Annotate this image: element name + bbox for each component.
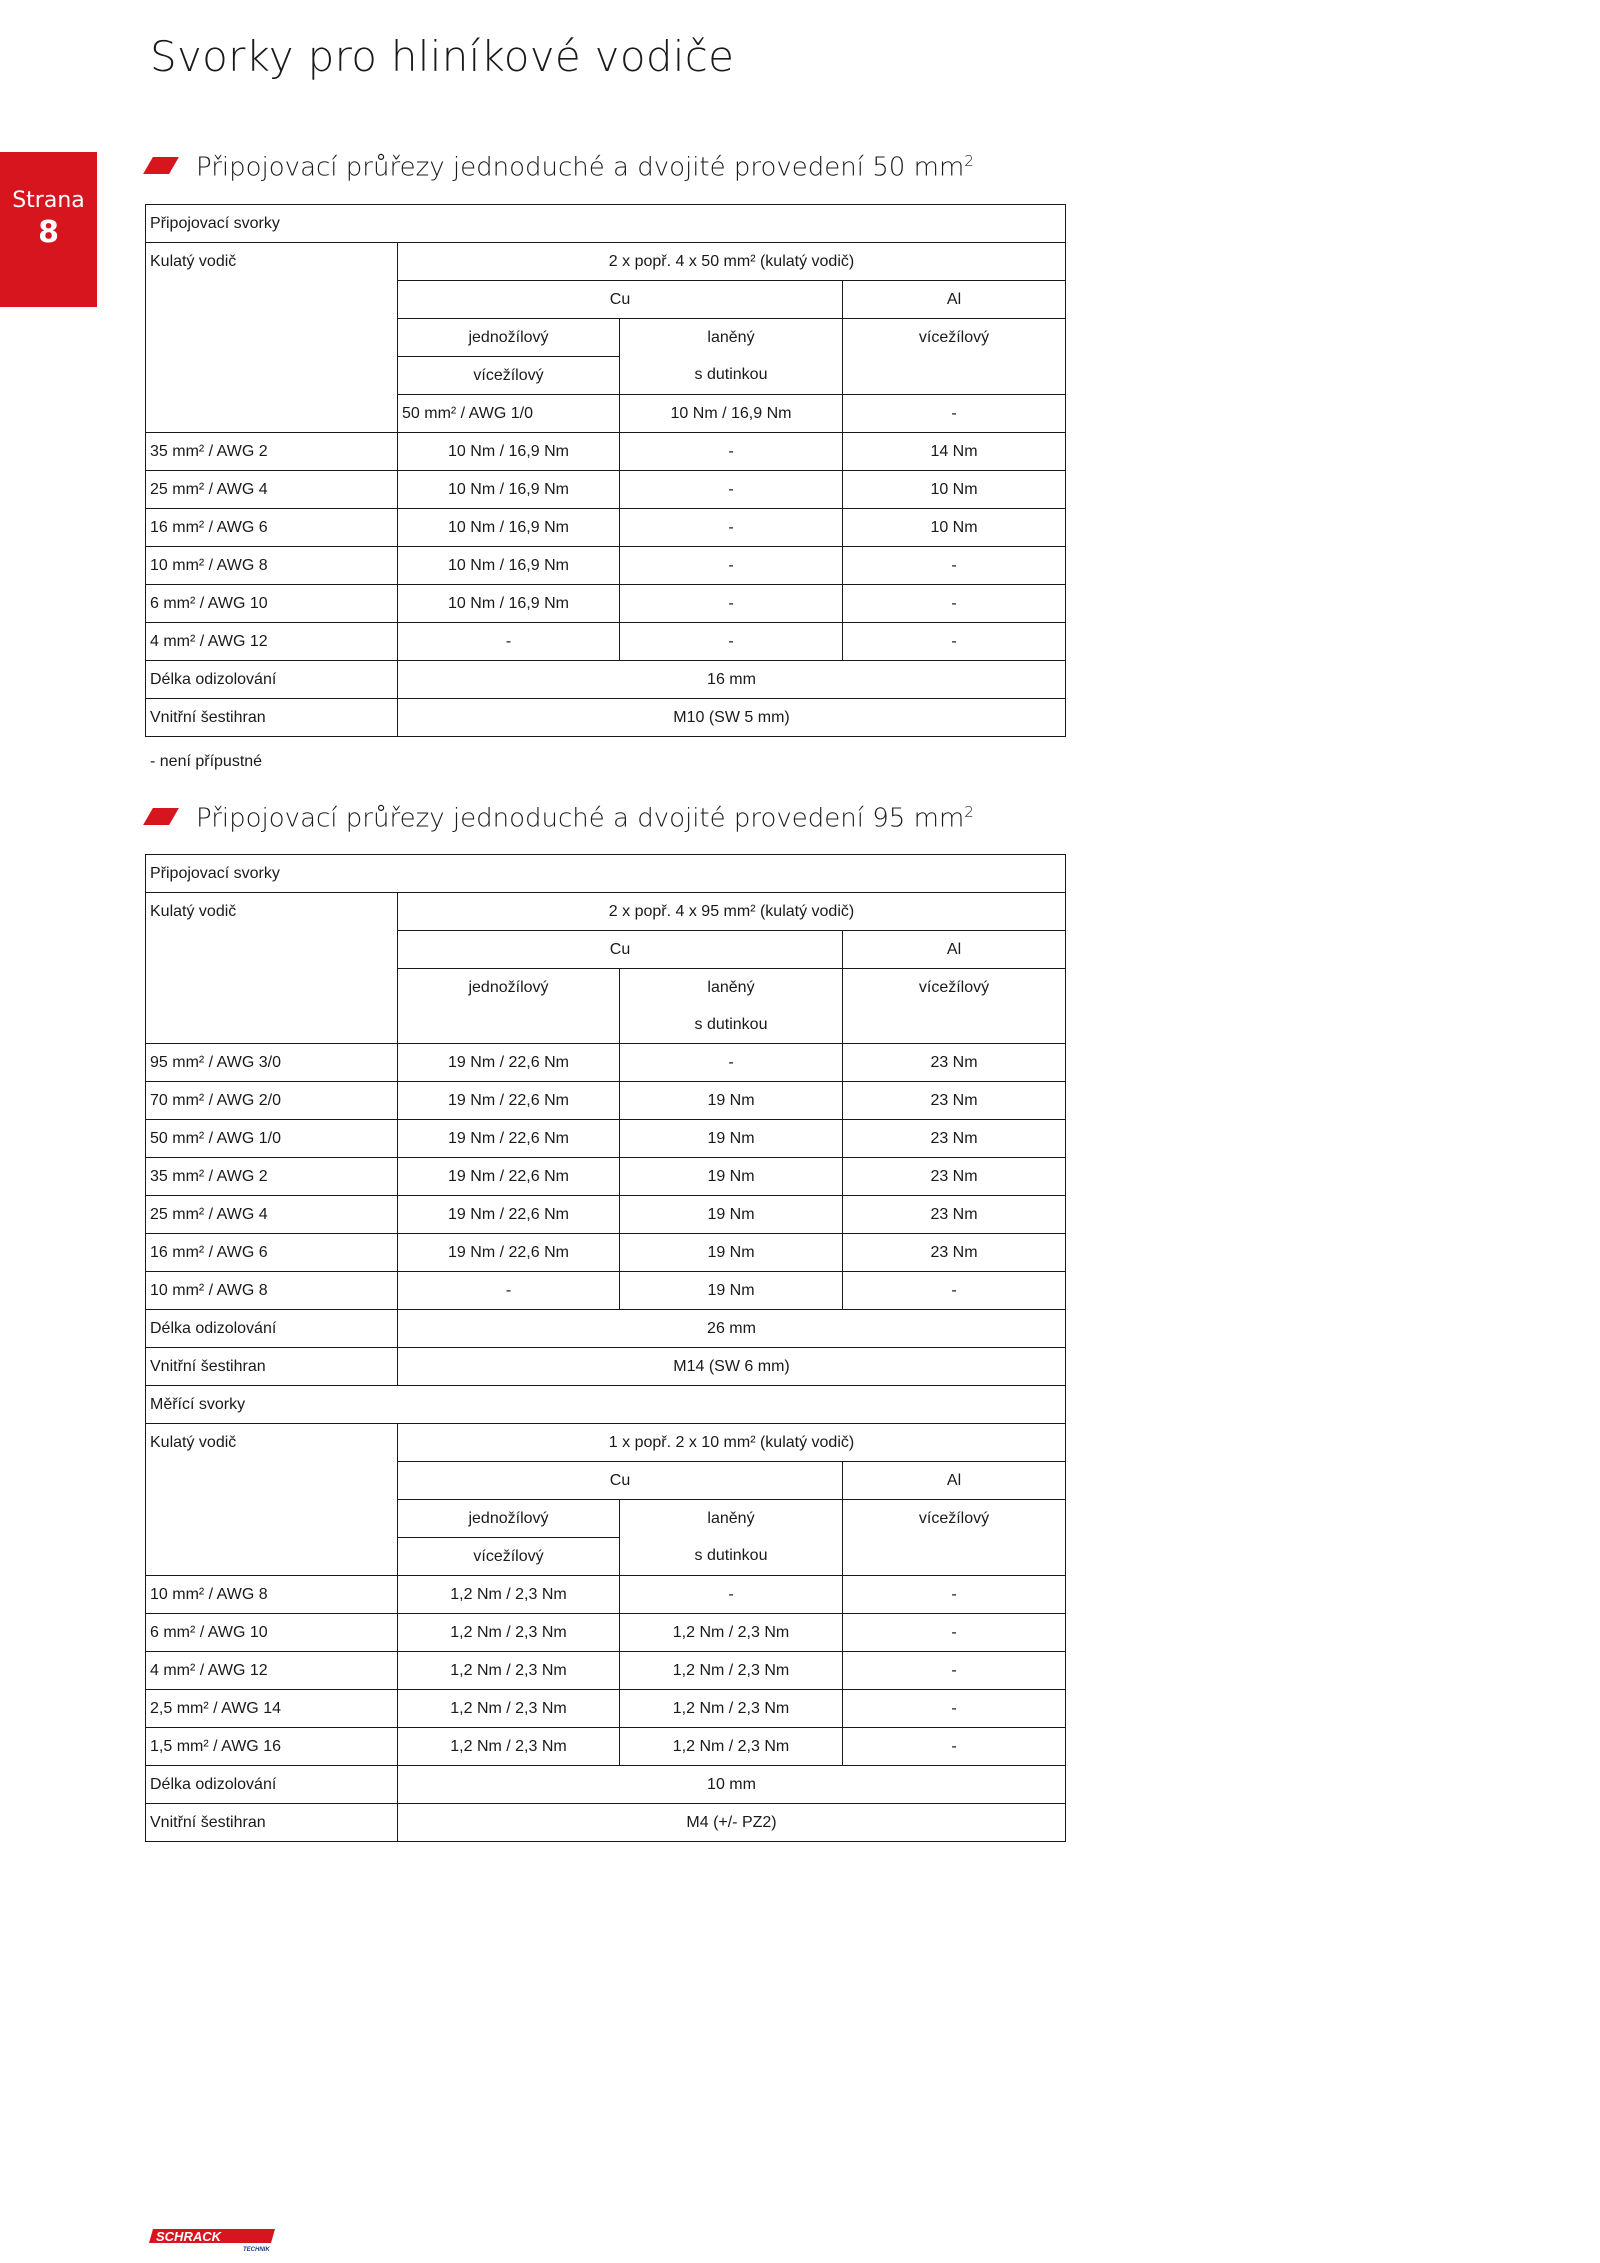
table-row — [146, 1348, 1066, 1386]
table-row — [146, 1044, 1066, 1082]
section-heading-text: Připojovací průřezy jednoduché a dvojité provedení 95 mm — [196, 803, 965, 834]
strip-length-value: 16 mm — [398, 661, 1066, 699]
size-cell: 10 mm² / AWG 8 — [146, 1576, 398, 1614]
col-header-empty — [843, 357, 1066, 395]
value-cell: 10 Nm — [843, 471, 1066, 509]
value-cell: 19 Nm / 22,6 Nm — [398, 1158, 620, 1196]
table-row — [146, 1576, 1066, 1614]
value-cell: - — [843, 1576, 1066, 1614]
schrack-logo — [147, 2226, 287, 2252]
value-cell: 10 Nm / 16,9 Nm — [398, 509, 620, 547]
size-cell: 1,5 mm² / AWG 16 — [146, 1728, 398, 1766]
size-cell: 35 mm² / AWG 2 — [146, 1158, 398, 1196]
table-row — [146, 661, 1066, 699]
value-cell: 23 Nm — [843, 1196, 1066, 1234]
section-heading-text: Připojovací průřezy jednoduché a dvojité provedení 50 mm — [196, 152, 965, 183]
value-cell: 19 Nm — [620, 1120, 843, 1158]
value-cell: - — [620, 623, 843, 661]
table-row — [146, 509, 1066, 547]
value-cell: 10 Nm / 16,9 Nm — [620, 395, 843, 433]
value-cell: 10 Nm — [843, 509, 1066, 547]
torque-table-95 — [145, 854, 1066, 1842]
conductor-spec: 2 x popř. 4 x 95 mm² (kulatý vodič) — [398, 893, 1066, 931]
table-row — [146, 1120, 1066, 1158]
value-cell: 19 Nm / 22,6 Nm — [398, 1082, 620, 1120]
col-header: laněný — [620, 319, 843, 357]
col-header: vícežílový — [398, 1538, 620, 1576]
table-row — [146, 1614, 1066, 1652]
strip-length-label: Délka odizolování — [146, 1766, 398, 1804]
value-cell: 1,2 Nm / 2,3 Nm — [620, 1652, 843, 1690]
size-cell: 10 mm² / AWG 8 — [146, 547, 398, 585]
value-cell: - — [620, 471, 843, 509]
hex-label: Vnitřní šestihran — [146, 699, 398, 737]
section-heading-sup: 2 — [964, 803, 974, 821]
strip-length-value: 26 mm — [398, 1310, 1066, 1348]
hex-label: Vnitřní šestihran — [146, 1348, 398, 1386]
size-cell: 50 mm² / AWG 1/0 — [146, 1120, 398, 1158]
value-cell: 19 Nm — [620, 1272, 843, 1310]
value-cell: 1,2 Nm / 2,3 Nm — [398, 1576, 620, 1614]
group-label: Připojovací svorky — [146, 855, 1066, 893]
size-cell: 10 mm² / AWG 8 — [146, 1272, 398, 1310]
value-cell: - — [620, 509, 843, 547]
size-cell: 25 mm² / AWG 4 — [146, 471, 398, 509]
value-cell: - — [398, 623, 620, 661]
value-cell: 19 Nm — [620, 1234, 843, 1272]
logo-text: SCHRACK — [156, 2229, 221, 2244]
page-number: 8 — [38, 215, 59, 250]
hex-value: M10 (SW 5 mm) — [398, 699, 1066, 737]
round-conductor-label: Kulatý vodič — [146, 243, 398, 433]
material-al: Al — [843, 931, 1066, 969]
torque-table-50 — [145, 204, 1066, 737]
value-cell: 19 Nm / 22,6 Nm — [398, 1234, 620, 1272]
value-cell: 1,2 Nm / 2,3 Nm — [620, 1614, 843, 1652]
page-tab — [0, 152, 97, 307]
value-cell: 19 Nm — [620, 1082, 843, 1120]
table-row — [146, 699, 1066, 737]
logo-subtext: TECHNIK — [243, 2247, 270, 2252]
col-header: s dutinkou — [620, 1538, 843, 1576]
size-cell: 2,5 mm² / AWG 14 — [146, 1690, 398, 1728]
table-row — [146, 547, 1066, 585]
table-row — [146, 471, 1066, 509]
table-row — [146, 1804, 1066, 1842]
value-cell: - — [843, 1728, 1066, 1766]
strip-length-value: 10 mm — [398, 1766, 1066, 1804]
round-conductor-label: Kulatý vodič — [146, 1424, 398, 1576]
col-header: vícežílový — [843, 969, 1066, 1007]
table-row — [146, 1766, 1066, 1804]
value-cell: 19 Nm / 22,6 Nm — [398, 1120, 620, 1158]
conductor-spec: 1 x popř. 2 x 10 mm² (kulatý vodič) — [398, 1424, 1066, 1462]
section-marker-icon — [143, 808, 179, 825]
group-label: Měřící svorky — [146, 1386, 1066, 1424]
section-heading-50 — [148, 152, 974, 183]
table-row — [146, 1310, 1066, 1348]
value-cell: 1,2 Nm / 2,3 Nm — [398, 1728, 620, 1766]
value-cell: 23 Nm — [843, 1082, 1066, 1120]
col-header-empty — [843, 1538, 1066, 1576]
value-cell: - — [843, 547, 1066, 585]
size-cell: 50 mm² / AWG 1/0 — [398, 395, 620, 433]
section-marker-icon — [143, 157, 179, 174]
value-cell: - — [843, 1690, 1066, 1728]
table-row — [146, 1690, 1066, 1728]
size-cell: 70 mm² / AWG 2/0 — [146, 1082, 398, 1120]
section-heading-sup: 2 — [964, 152, 974, 170]
value-cell: 1,2 Nm / 2,3 Nm — [398, 1652, 620, 1690]
value-cell: 23 Nm — [843, 1120, 1066, 1158]
value-cell: - — [620, 547, 843, 585]
value-cell: 23 Nm — [843, 1044, 1066, 1082]
value-cell: 19 Nm — [620, 1196, 843, 1234]
size-cell: 6 mm² / AWG 10 — [146, 1614, 398, 1652]
value-cell: 14 Nm — [843, 433, 1066, 471]
material-al: Al — [843, 281, 1066, 319]
col-header: jednožílový — [398, 969, 620, 1007]
col-header: vícežílový — [398, 357, 620, 395]
value-cell: - — [843, 585, 1066, 623]
table-row — [146, 1082, 1066, 1120]
value-cell: 23 Nm — [843, 1158, 1066, 1196]
table-row — [146, 1158, 1066, 1196]
table-row — [146, 1424, 1066, 1462]
value-cell: 19 Nm — [620, 1158, 843, 1196]
material-cu: Cu — [398, 931, 843, 969]
conductor-spec: 2 x popř. 4 x 50 mm² (kulatý vodič) — [398, 243, 1066, 281]
value-cell: 10 Nm / 16,9 Nm — [398, 585, 620, 623]
page-tab-label: Strana — [12, 188, 85, 213]
material-cu: Cu — [398, 281, 843, 319]
size-cell: 6 mm² / AWG 10 — [146, 585, 398, 623]
value-cell: 10 Nm / 16,9 Nm — [398, 433, 620, 471]
col-header: s dutinkou — [620, 357, 843, 395]
value-cell: - — [620, 585, 843, 623]
strip-length-label: Délka odizolování — [146, 661, 398, 699]
size-cell: 16 mm² / AWG 6 — [146, 509, 398, 547]
table-row — [146, 1272, 1066, 1310]
value-cell: 1,2 Nm / 2,3 Nm — [620, 1690, 843, 1728]
value-cell: 1,2 Nm / 2,3 Nm — [620, 1728, 843, 1766]
value-cell: - — [620, 1044, 843, 1082]
size-cell: 95 mm² / AWG 3/0 — [146, 1044, 398, 1082]
col-header: vícežílový — [843, 1500, 1066, 1538]
value-cell: 10 Nm / 16,9 Nm — [398, 547, 620, 585]
value-cell: - — [620, 433, 843, 471]
value-cell: - — [843, 623, 1066, 661]
col-header-empty — [398, 1006, 620, 1044]
material-cu: Cu — [398, 1462, 843, 1500]
col-header: jednožílový — [398, 1500, 620, 1538]
value-cell: 19 Nm / 22,6 Nm — [398, 1196, 620, 1234]
col-header: laněný — [620, 969, 843, 1007]
section-heading-95 — [148, 803, 974, 834]
group-label: Připojovací svorky — [146, 205, 1066, 243]
value-cell: - — [620, 1576, 843, 1614]
table-row — [146, 1728, 1066, 1766]
table-row — [146, 1386, 1066, 1424]
table-row — [146, 893, 1066, 931]
round-conductor-label: Kulatý vodič — [146, 893, 398, 1044]
col-header-empty — [843, 1006, 1066, 1044]
col-header: s dutinkou — [620, 1006, 843, 1044]
value-cell: 1,2 Nm / 2,3 Nm — [398, 1690, 620, 1728]
value-cell: 1,2 Nm / 2,3 Nm — [398, 1614, 620, 1652]
value-cell: - — [843, 395, 1066, 433]
col-header: laněný — [620, 1500, 843, 1538]
material-al: Al — [843, 1462, 1066, 1500]
table-row — [146, 1234, 1066, 1272]
page-title: Svorky pro hliníkové vodiče — [150, 32, 735, 81]
size-cell: 4 mm² / AWG 12 — [146, 1652, 398, 1690]
table-row — [146, 585, 1066, 623]
table-row — [146, 433, 1066, 471]
hex-value: M14 (SW 6 mm) — [398, 1348, 1066, 1386]
table-row — [146, 855, 1066, 893]
value-cell: 10 Nm / 16,9 Nm — [398, 471, 620, 509]
table-row — [146, 1652, 1066, 1690]
value-cell: - — [398, 1272, 620, 1310]
size-cell: 25 mm² / AWG 4 — [146, 1196, 398, 1234]
footnote: - není přípustné — [150, 753, 263, 770]
col-header: vícežílový — [843, 319, 1066, 357]
value-cell: - — [843, 1652, 1066, 1690]
size-cell: 4 mm² / AWG 12 — [146, 623, 398, 661]
value-cell: 23 Nm — [843, 1234, 1066, 1272]
table-row — [146, 1196, 1066, 1234]
table-row — [146, 243, 1066, 281]
table-row — [146, 205, 1066, 243]
size-cell: 16 mm² / AWG 6 — [146, 1234, 398, 1272]
hex-label: Vnitřní šestihran — [146, 1804, 398, 1842]
table-row — [146, 623, 1066, 661]
hex-value: M4 (+/- PZ2) — [398, 1804, 1066, 1842]
size-cell: 35 mm² / AWG 2 — [146, 433, 398, 471]
value-cell: 19 Nm / 22,6 Nm — [398, 1044, 620, 1082]
value-cell: - — [843, 1614, 1066, 1652]
value-cell: - — [843, 1272, 1066, 1310]
col-header: jednožílový — [398, 319, 620, 357]
strip-length-label: Délka odizolování — [146, 1310, 398, 1348]
